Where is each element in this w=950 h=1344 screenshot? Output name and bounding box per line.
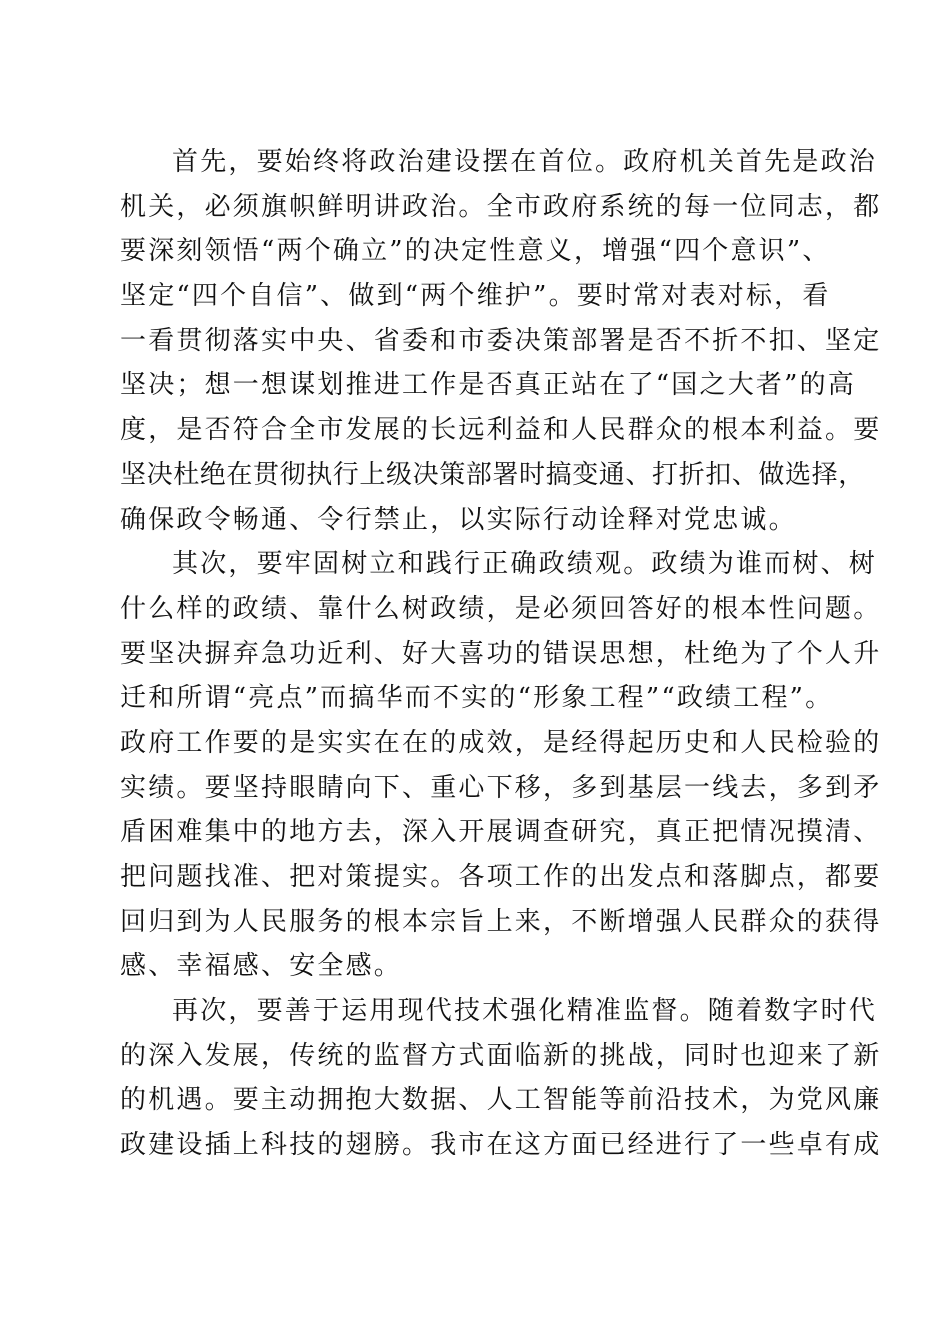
- text-line: 盾困难集中的地方去，深入开展调查研究，真正把情况摸清、: [120, 817, 882, 848]
- paragraph-political-construction: [120, 140, 882, 542]
- text-line: 的机遇。要主动拥抱大数据、人工智能等前沿技术，为党风廉: [120, 1085, 882, 1116]
- text-line: 坚决；想一想谋划推进工作是否真正站在了“国之大者”的高: [120, 370, 856, 401]
- text-line: 回归到为人民服务的根本宗旨上来，不断增强人民群众的获得: [120, 906, 882, 937]
- text-line: 政府工作要的是实实在在的成效，是经得起历史和人民检验的: [120, 727, 882, 758]
- text-line: 一看贯彻落实中央、省委和市委决策部署是否不折不扣、坚定: [120, 325, 882, 356]
- text-line: 确保政令畅通、令行禁止，以实际行动诠释对党忠诚。: [120, 504, 797, 535]
- text-line: 政建设插上科技的翅膀。我市在这方面已经进行了一些卓有成: [120, 1130, 882, 1161]
- text-line: 首先，要始终将政治建设摆在首位。政府机关首先是政治: [172, 147, 878, 177]
- text-line: 其次，要牢固树立和践行正确政绩观。政绩为谁而树、树: [172, 549, 878, 580]
- text-line: 把问题找准、把对策提实。各项工作的出发点和落脚点，都要: [120, 862, 882, 892]
- text-line: 感、幸福感、安全感。: [120, 951, 403, 982]
- text-line: 机关，必须旗帜鲜明讲政治。全市政府系统的每一位同志，都: [120, 191, 882, 222]
- text-line: 坚定“四个自信”、做到“两个维护”。要时常对表对标，看: [120, 281, 831, 312]
- paragraph-performance-view: [120, 542, 882, 989]
- text-line: 再次，要善于运用现代技术强化精准监督。随着数字时代: [172, 996, 878, 1027]
- text-line: 度，是否符合全市发展的长远利益和人民群众的根本利益。要: [120, 415, 882, 446]
- text-line: 实绩。要坚持眼睛向下、重心下移，多到基层一线去，多到矛: [120, 772, 882, 803]
- text-line: 的深入发展，传统的监督方式面临新的挑战，同时也迎来了新: [120, 1040, 882, 1071]
- text-line: 坚决杜绝在贯彻执行上级决策部署时搞变通、打折扣、做选择，: [120, 459, 865, 490]
- text-line: 迁和所谓“亮点”而搞华而不实的“形象工程”“政绩工程”。: [120, 683, 834, 714]
- text-line: 什么样的政绩、靠什么树政绩，是必须回答好的根本性问题。: [120, 593, 882, 624]
- body-text: [120, 140, 882, 1168]
- paragraph-technology-supervision: [120, 989, 882, 1168]
- text-line: 要深刻领悟“两个确立”的决定性意义，增强“四个意识”、: [120, 236, 831, 267]
- text-line: 要坚决摒弃急功近利、好大喜功的错误思想，杜绝为了个人升: [120, 638, 882, 669]
